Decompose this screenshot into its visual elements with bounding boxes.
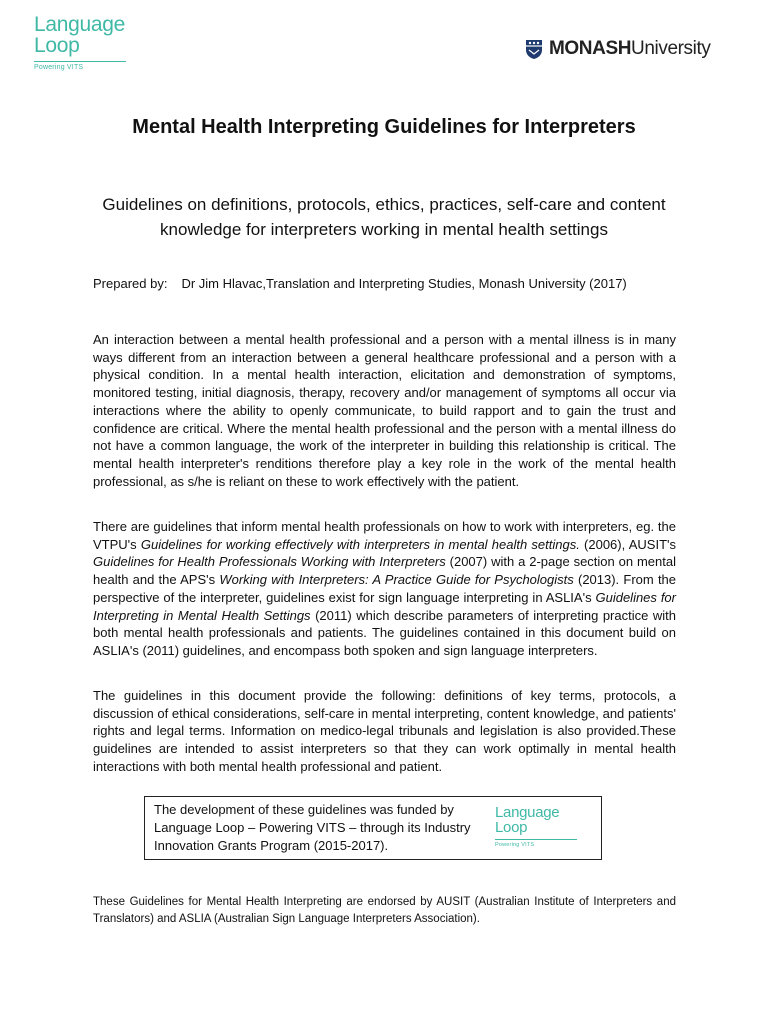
logo-small-rule [495,839,577,840]
p2-citation-aslia: Guidelines for Interpreting in Mental Health Settings [93,589,676,623]
p2-text-3: (2007) with a 2-page section on mental health and the APS's [93,554,676,588]
document-subtitle: Guidelines on definitions, protocols, ethics, practices, self-care and content knowledge for interpreters working in mental health settings [102,195,666,239]
paragraph-1: An interaction between a mental health professional and a person with a mental illness is in many ways different from an interaction between a general healthcare professional and a person with a physical condition. In a mental health interaction, elicitation and demonstration of symptoms, monitored testing, initial diagnosis, therapy, recovery and/or management of symptoms all occur via interactions where the ability to openly communicate, to build rapport and to gain the trust and confidence are critical. Where the mental health professional and the person with a mental illness do not have a common language, the work of the interpreter in building this relationship is critical. The mental health interpreter's renditions therefore play a key role in the work of the mental health professional, as s/he is reliant on these to work effectively with the patient. [93,332,676,489]
logo-small-word-1: Language [495,804,560,821]
p2-text-5: (2011) which describe parameters of interpreting practice with both mental health professionals and patients. The guidelines contained in this document build on ASLIA's (2011) guidelines, and encompass both spoken and sign language interpreters. [93,607,676,658]
funding-box [144,796,602,860]
paragraph-3: The guidelines in this document provide the following: definitions of key terms, protocols, a discussion of ethical considerations, self-care in mental interpreting, content knowledge, and patients' rights and legal terms. Information on medico-legal tribunals and legislation is also provided.These guidelines are intended to assist interpreters so that they can work optimally in mental health interactions with both mental health professional and patient. [93,688,676,774]
prepared-label: Prepared by: [93,276,168,291]
monash-regular: University [631,38,711,59]
endorsement-text: These Guidelines for Mental Health Interpreting are endorsed by AUSIT (Australian Institute of Interpreters and Translators) and ASLIA (Australian Sign Language Interpreters Association). [93,896,676,925]
monash-shield-icon [525,39,543,60]
language-loop-logo-small [495,805,585,848]
p2-text-2: (2006), AUSIT's [579,536,676,552]
monash-wordmark [549,38,710,60]
logo-word-2: Loop [34,34,80,57]
paragraph-2 [93,518,676,660]
logo-small-tagline: Powering VITS [495,842,535,848]
p2-citation-ausit: Guidelines for Health Professionals Working with Interpreters [93,554,446,570]
prepared-by [93,276,693,291]
p2-text-4: (2013). From the perspective of the interpreter, guidelines exist for sign language interpreting in ASLIA's [93,572,677,605]
logo-word-1: Language [34,13,126,36]
logo-tagline: Powering VITS [34,64,84,71]
document-title: Mental Health Interpreting Guidelines for Interpreters [132,116,636,138]
p2-citation-vtpu: Guidelines for working effectively with interpreters in mental health settings. [140,536,580,552]
logo-small-word-2: Loop [495,819,528,836]
prepared-value: Dr Jim Hlavac,Translation and Interpreting Studies, Monash University (2017) [181,276,627,291]
p2-text-1: There are guidelines that inform mental health professionals on how to work with interpreters, eg. the VTPU's [93,519,676,552]
monash-bold: MONASH [549,38,632,59]
logo-rule [34,61,126,62]
language-loop-logo [34,14,134,71]
funding-text: The development of these guidelines was funded by Language Loop – Powering VITS – through its Industry Innovation Grants Program (2015-2017). [154,802,471,853]
p2-citation-aps: Working with Interpreters: A Practice Guide for Psychologists [219,572,574,588]
monash-logo [525,38,710,60]
